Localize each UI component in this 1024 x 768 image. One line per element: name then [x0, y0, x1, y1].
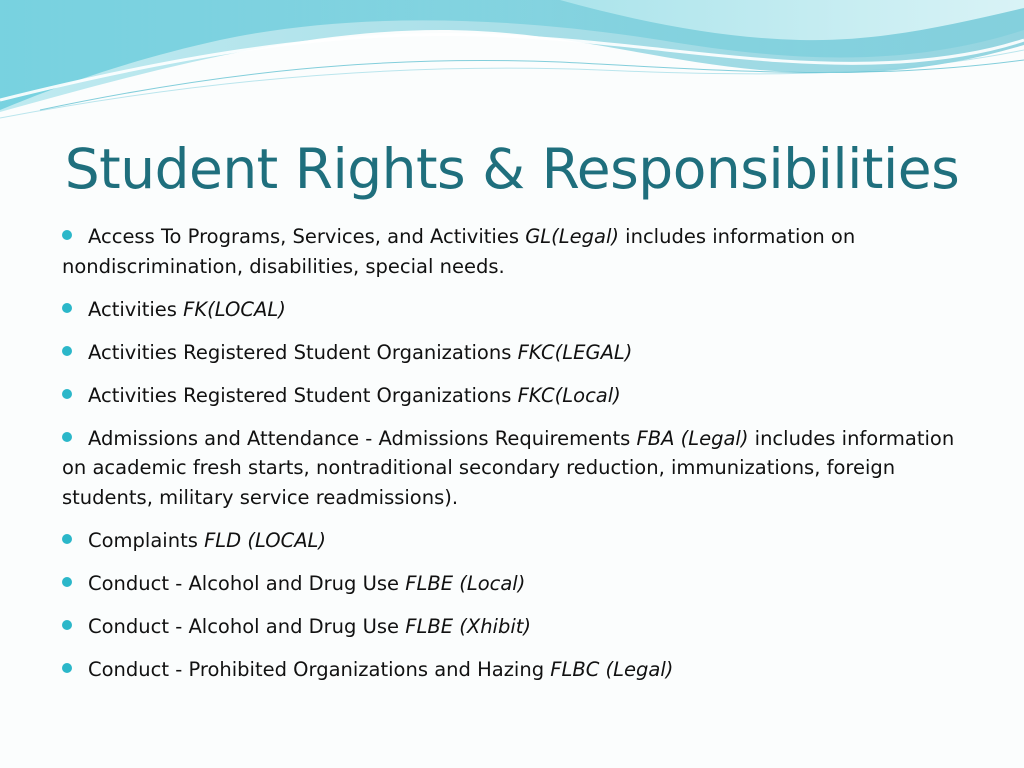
bullet-reference: FKC(Local)	[517, 383, 621, 407]
bullet-dot-icon	[62, 230, 72, 240]
bullet-text: Activities	[88, 297, 184, 321]
bullet-reference: FK(LOCAL)	[183, 297, 286, 321]
bullet-item	[62, 612, 972, 642]
bullet-reference: GL(Legal)	[525, 225, 619, 248]
bullet-item	[62, 381, 972, 411]
bullet-reference: FBA (Legal)	[636, 426, 749, 450]
bullet-dot-icon	[62, 389, 72, 399]
bullet-reference: FLBE (Local)	[405, 571, 526, 595]
bullet-reference: FLBE (Xhibit)	[405, 614, 532, 638]
bullet-item	[62, 222, 972, 281]
bullet-text: Activities Registered Student Organizations	[88, 340, 518, 364]
bullet-suffix: includes information on academic fresh starts, nontraditional secondary reduction, immunizations, foreign students, military service readmissions).	[62, 426, 955, 509]
bullet-dot-icon	[62, 303, 72, 313]
bullet-dot-icon	[62, 346, 72, 356]
bullet-item	[62, 424, 972, 513]
bullet-item	[62, 338, 972, 368]
bullet-suffix: includes information on nondiscrimination, disabilities, special needs.	[62, 225, 856, 278]
bullet-dot-icon	[62, 432, 72, 442]
bullet-reference: FLBC (Legal)	[550, 657, 674, 681]
slide-title: Student Rights & Responsibilities	[64, 137, 960, 201]
wave-decoration	[0, 0, 1024, 130]
bullet-list	[62, 222, 972, 698]
bullet-dot-icon	[62, 534, 72, 544]
bullet-text: Access To Programs, Services, and Activities	[88, 225, 526, 248]
bullet-text: Complaints	[88, 528, 205, 552]
bullet-text: Conduct - Alcohol and Drug Use	[88, 614, 406, 638]
bullet-reference: FKC(LEGAL)	[517, 340, 633, 364]
bullet-text: Conduct - Alcohol and Drug Use	[88, 571, 406, 595]
bullet-reference: FLD (LOCAL)	[204, 528, 327, 552]
bullet-item	[62, 526, 972, 556]
bullet-text: Admissions and Attendance - Admissions Requirements	[88, 426, 637, 450]
bullet-text: Activities Registered Student Organizations	[88, 383, 518, 407]
bullet-dot-icon	[62, 620, 72, 630]
bullet-item	[62, 295, 972, 325]
bullet-text: Conduct - Prohibited Organizations and Hazing	[88, 657, 551, 681]
bullet-item	[62, 569, 972, 599]
bullet-item	[62, 655, 972, 685]
bullet-dot-icon	[62, 663, 72, 673]
bullet-dot-icon	[62, 577, 72, 587]
